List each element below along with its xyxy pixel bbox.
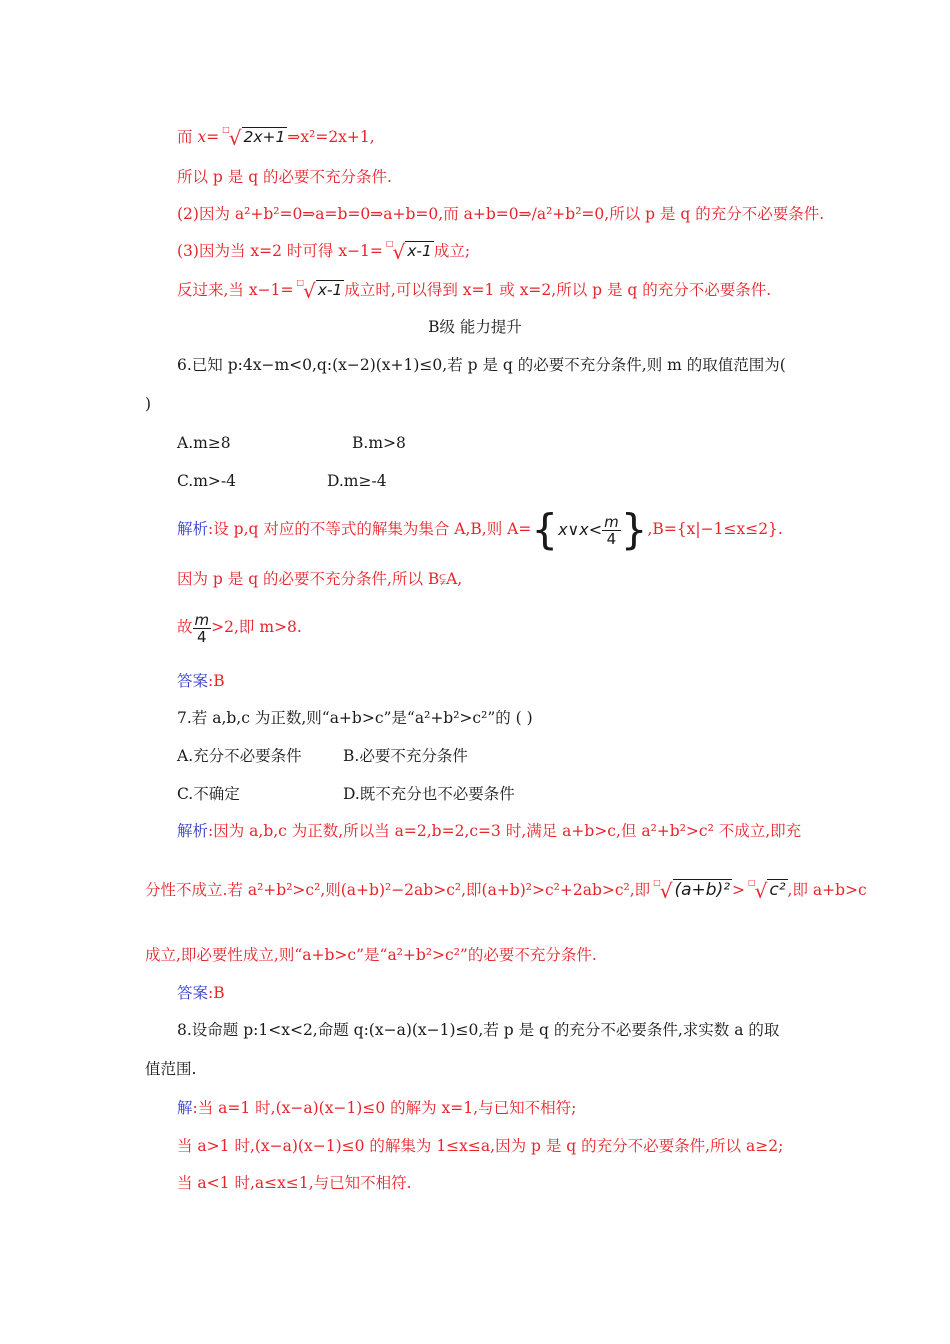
text: :设 p,q 对应的不等式的解集为集合 A,B,则 A= (208, 520, 532, 538)
question-7: 7.若 a,b,c 为正数,则“a+b>c”是“a²+b²>c²”的 ( ) (177, 709, 533, 727)
radical: □√ (a+b)² (653, 878, 731, 903)
solution-line-5 (177, 279, 771, 304)
text: ,即 a+b>c (787, 881, 867, 899)
question-6-line-2: ) (145, 395, 152, 413)
q6-answer (177, 670, 225, 692)
question-8-line-1: 8.设命题 p:1<x<2,命题 q:(x−a)(x−1)≤0,若 p 是 q 的充分不必要条件,求实数 a 的取 (177, 1021, 780, 1039)
answer-value: :B (208, 984, 225, 1002)
q8-solution-line-2: 当 a>1 时,(x−a)(x−1)≤0 的解集为 1≤x≤a,因为 p 是 q 的充分不必要条件,所以 a≥2; (177, 1137, 784, 1155)
fraction-m-over-4 (602, 514, 621, 547)
q7-option-b: B.必要不充分条件 (343, 747, 468, 765)
section-heading: B级 能力提升 (428, 318, 522, 336)
answer-label: 答案 (177, 672, 209, 690)
radical: □√ c² (748, 878, 786, 903)
q6-analysis-line-1: 解析:设 p,q 对应的不等式的解集为集合 A,B,则 A={x∨x< $\frac{m}{4}$ },B={x|−1≤x≤2}. (177, 505, 783, 554)
question-8-line-2: 值范围. (145, 1060, 197, 1078)
numerator: m (194, 610, 210, 629)
text: 而 (177, 128, 198, 146)
solution-line-1 (177, 126, 375, 151)
text: :当 a=1 时,(x−a)(x−1)≤0 的解为 x=1,与已知不相符; (192, 1099, 577, 1117)
text: ,B={x|−1≤x≤2}. (647, 520, 783, 538)
q7-option-d: D.既不充分也不必要条件 (343, 785, 515, 803)
q7-analysis-line-3: 成立,即必要性成立,则“a+b>c”是“a²+b²>c²”的必要不充分条件. (145, 946, 597, 964)
answer-value: :B (208, 672, 225, 690)
radicand: x-1 (317, 281, 343, 299)
radical: □√ 2x+1 (222, 125, 286, 150)
denominator: 4 (606, 529, 617, 548)
fraction-m-over-4 (193, 612, 212, 645)
text: >2,即 m>8. (211, 618, 302, 636)
radicand: c² (769, 880, 786, 900)
radicand: x-1 (407, 242, 432, 260)
q6-analysis-line-3 (177, 607, 302, 647)
numerator: m (604, 512, 619, 531)
text: = (206, 128, 220, 146)
set-expression: x∨x< (558, 520, 603, 539)
solution-line-4 (177, 240, 470, 265)
q7-option-a: A.充分不必要条件 (177, 747, 302, 765)
q6-option-c: C.m>-4 (177, 472, 237, 490)
q7-analysis-line-1 (177, 820, 801, 842)
text: > (732, 881, 746, 899)
radicand: 2x+1 (243, 128, 286, 146)
q6-option-b: B.m>8 (352, 434, 406, 452)
solution-label: 解 (177, 1099, 193, 1117)
var: x (197, 128, 207, 146)
text: :因为 a,b,c 为正数,所以当 a=2,b=2,c=3 时,满足 a+b>c,但 a²+b²>c² 不成立,即充 (208, 822, 802, 840)
text: ⇒x²=2x+1, (287, 128, 375, 146)
question-6-line-1: 6.已知 p:4x−m<0,q:(x−2)(x+1)≤0,若 p 是 q 的必要不充分条件,则 m 的取值范围为( (177, 356, 786, 374)
analysis-label: 解析 (177, 520, 209, 538)
q6-option-a: A.m≥8 (177, 434, 231, 452)
solution-line-2: 所以 p 是 q 的必要不充分条件. (177, 168, 392, 186)
q6-analysis-line-2: 因为 p 是 q 的必要不充分条件,所以 B⫋A, (177, 570, 463, 588)
solution-line-3: (2)因为 a²+b²=0⇒a=b=0⇒a+b=0,而 a+b=0⇒/a²+b²=0,所以 p 是 q 的充分不必要条件. (177, 205, 825, 223)
q8-solution-line-1 (177, 1097, 576, 1119)
radical: □√ x-1 (296, 278, 343, 303)
q7-option-c: C.不确定 (177, 785, 240, 803)
text: 故 (177, 618, 193, 636)
answer-label: 答案 (177, 984, 209, 1002)
analysis-label: 解析 (177, 822, 209, 840)
q7-analysis-line-2 (145, 872, 867, 911)
radical: □√ x-1 (385, 239, 432, 264)
denominator: 4 (197, 627, 207, 646)
q6-option-d: D.m≥-4 (327, 472, 387, 490)
radicand: (a+b)² (674, 880, 731, 900)
text: 分性不成立.若 a²+b²>c²,则(a+b)²−2ab>c²,即(a+b)²>c²+2ab>c²,即 (145, 881, 651, 899)
text: (3)因为当 x=2 时可得 x−1= (177, 242, 383, 260)
text: 成立时,可以得到 x=1 或 x=2,所以 p 是 q 的充分不必要条件. (344, 281, 772, 299)
q8-solution-line-3: 当 a<1 时,a≤x≤1,与已知不相符. (177, 1174, 412, 1192)
text: 成立; (433, 242, 471, 260)
text: 反过来,当 x−1= (177, 281, 294, 299)
q7-answer (177, 982, 225, 1004)
